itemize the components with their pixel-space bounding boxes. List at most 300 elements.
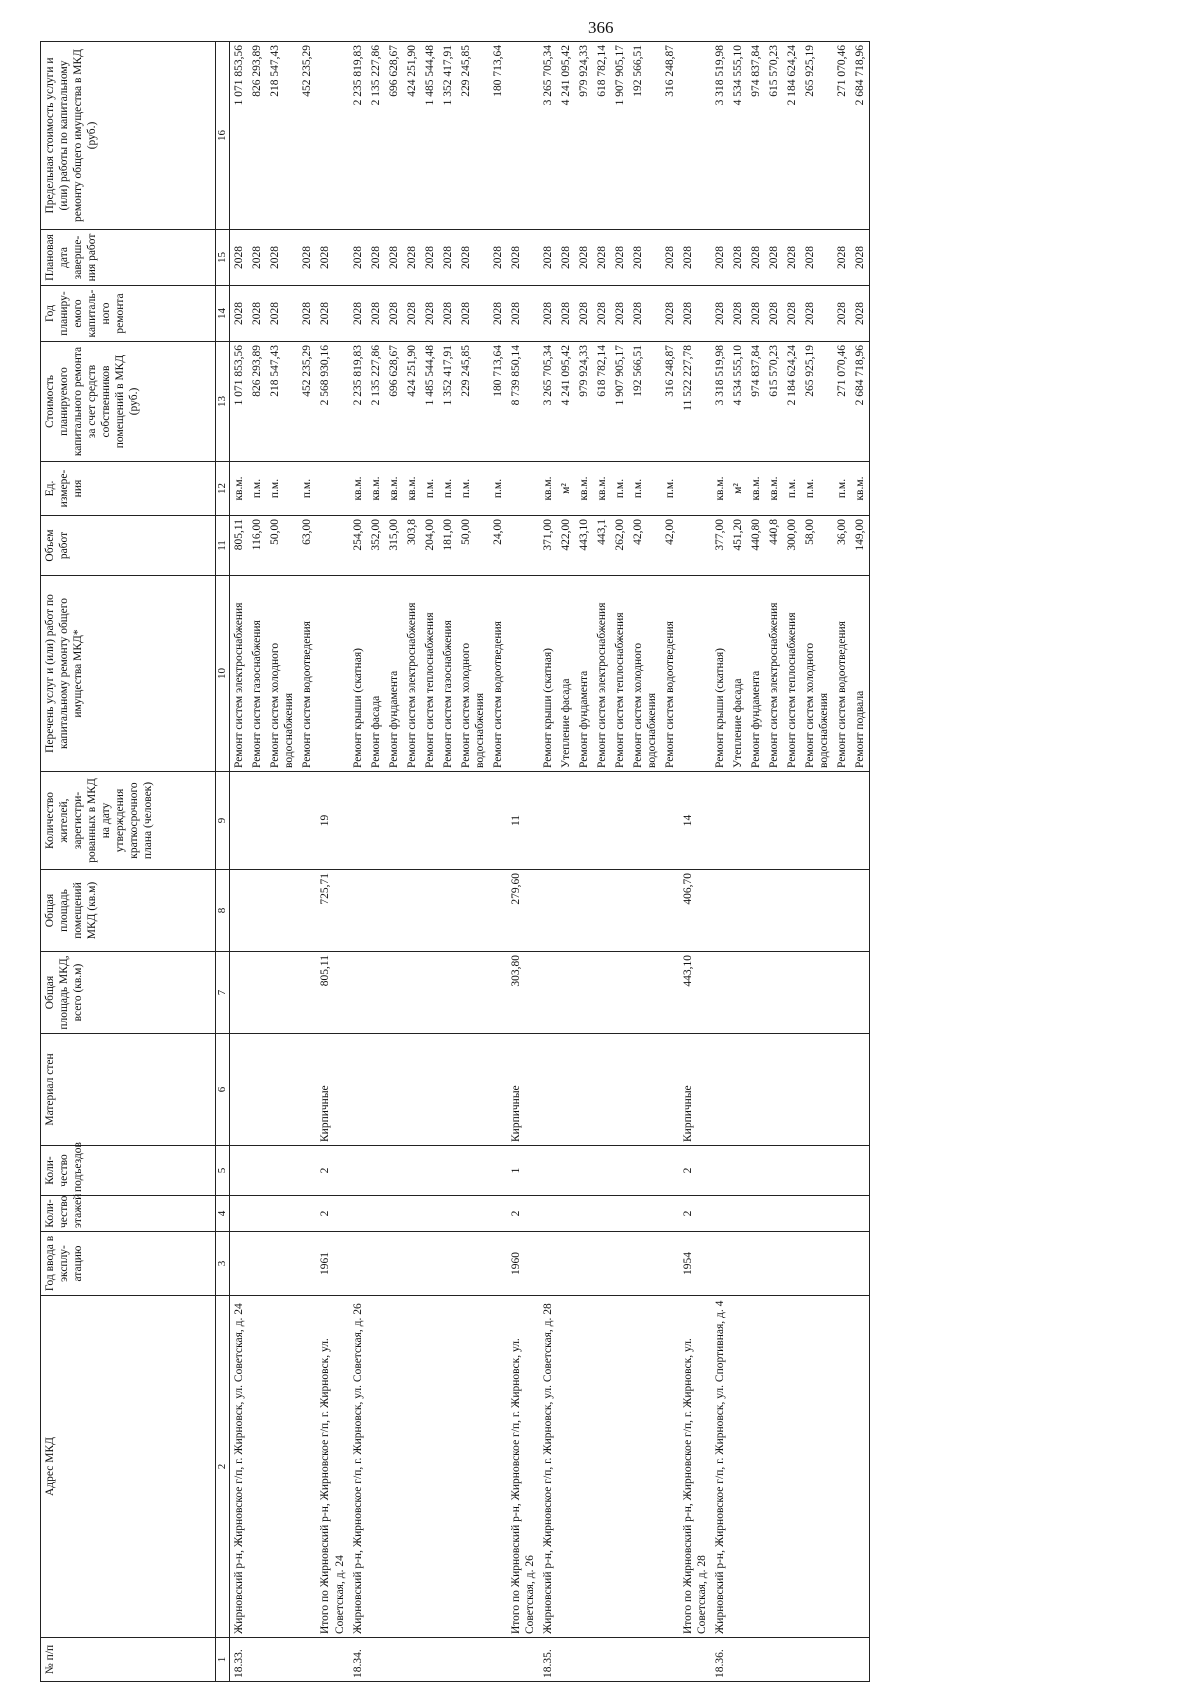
table-cell: 2028	[801, 230, 833, 286]
table-cell: 424 251,90	[403, 342, 421, 462]
table-cell	[629, 1034, 661, 1146]
table-cell: 271 070,46	[833, 42, 851, 230]
table-cell	[349, 1146, 367, 1196]
table-cell: Ремонт фундамента	[747, 576, 765, 772]
table-cell: Итого по Жирновский р-н, Жирновское г/п, г. Жирновск, ул. Советская, д. 24	[316, 1296, 348, 1638]
column-header: Ед. измере-ния	[41, 462, 216, 516]
table-cell	[421, 1146, 439, 1196]
table-cell	[507, 516, 539, 576]
table-cell: 2028	[403, 230, 421, 286]
table-cell	[783, 870, 801, 952]
table-cell	[851, 772, 870, 870]
table-cell	[833, 1232, 851, 1296]
table-cell: 19	[316, 772, 348, 870]
table-cell: Ремонт крыши (скатная)	[349, 576, 367, 772]
table-cell	[747, 1638, 765, 1682]
table-cell: Ремонт систем газоснабжения	[439, 576, 457, 772]
table-row	[575, 42, 593, 1682]
table-cell: Ремонт систем холодного водоснабжения	[801, 576, 833, 772]
table-cell	[298, 1196, 316, 1232]
table-cell	[851, 1638, 870, 1682]
table-cell	[489, 772, 507, 870]
table-cell: 3 265 705,34	[539, 42, 557, 230]
table-cell	[489, 1146, 507, 1196]
table-cell: 2028	[367, 230, 385, 286]
table-cell	[711, 772, 729, 870]
table-row	[557, 42, 575, 1682]
table-cell: м²	[557, 462, 575, 516]
table-cell: 192 566,51	[629, 42, 661, 230]
table-cell	[611, 952, 629, 1034]
table-cell	[266, 1146, 298, 1196]
table-cell	[457, 1638, 489, 1682]
table-cell	[729, 1296, 747, 1638]
table-cell: Ремонт крыши (скатная)	[539, 576, 557, 772]
table-cell	[439, 870, 457, 952]
table-cell: 265 925,19	[801, 342, 833, 462]
table-cell: Ремонт систем электроснабжения	[765, 576, 783, 772]
table-cell	[661, 1638, 679, 1682]
table-cell: 2028	[439, 286, 457, 342]
rotated-document	[40, 42, 1180, 1682]
table-cell: 4 241 095,42	[557, 42, 575, 230]
table-cell	[248, 1146, 266, 1196]
table-cell	[367, 1296, 385, 1638]
table-cell	[367, 870, 385, 952]
table-row	[765, 42, 783, 1682]
table-cell	[230, 1196, 249, 1232]
table-row	[489, 42, 507, 1682]
table-cell	[557, 1296, 575, 1638]
table-cell: 2028	[248, 286, 266, 342]
table-cell	[833, 1638, 851, 1682]
table-cell	[611, 1196, 629, 1232]
table-cell: 303,80	[507, 952, 539, 1034]
table-cell: 218 547,43	[266, 42, 298, 230]
table-cell	[629, 1638, 661, 1682]
table-cell	[833, 870, 851, 952]
table-row	[611, 42, 629, 1682]
table-cell: Ремонт фасада	[367, 576, 385, 772]
table-cell: Ремонт систем теплоснабжения	[783, 576, 801, 772]
table-cell: 2028	[298, 230, 316, 286]
table-cell	[557, 1196, 575, 1232]
table-cell: 2028	[507, 230, 539, 286]
table-cell	[489, 870, 507, 952]
table-cell: п.м.	[439, 462, 457, 516]
table-cell	[403, 952, 421, 1034]
table-cell: Ремонт систем водоотведения	[298, 576, 316, 772]
table-cell	[507, 462, 539, 516]
table-cell: 443,10	[679, 952, 711, 1034]
table-cell	[611, 870, 629, 952]
column-number: 9	[216, 772, 230, 870]
table-cell	[801, 772, 833, 870]
table-cell: Ремонт фундамента	[575, 576, 593, 772]
table-cell: 2028	[833, 286, 851, 342]
table-cell	[575, 1196, 593, 1232]
table-cell	[367, 1034, 385, 1146]
table-cell: 2 684 718,96	[851, 342, 870, 462]
table-cell	[593, 1034, 611, 1146]
table-cell: 2028	[661, 230, 679, 286]
table-cell: 18.34.	[349, 1638, 367, 1682]
table-cell: Ремонт систем холодного водоснабжения	[629, 576, 661, 772]
table-cell: Жирновский р-н, Жирновское г/п, г. Жирновск, ул. Советская, д. 26	[349, 1296, 367, 1638]
table-cell	[661, 772, 679, 870]
table-cell	[298, 772, 316, 870]
table-cell	[230, 772, 249, 870]
table-cell: 452 235,29	[298, 42, 316, 230]
table-row	[457, 42, 489, 1682]
table-cell: 979 924,33	[575, 42, 593, 230]
table-cell	[457, 1196, 489, 1232]
table-cell: 4 534 555,10	[729, 42, 747, 230]
table-cell	[729, 772, 747, 870]
table-cell	[575, 1232, 593, 1296]
table-cell: 2028	[316, 230, 348, 286]
table-cell: 2	[316, 1146, 348, 1196]
table-cell: Ремонт систем электроснабжения	[403, 576, 421, 772]
table-row	[711, 42, 729, 1682]
table-row	[747, 42, 765, 1682]
table-cell	[367, 1146, 385, 1196]
table-cell	[851, 870, 870, 952]
table-cell	[439, 952, 457, 1034]
table-cell	[593, 870, 611, 952]
table-row	[248, 42, 266, 1682]
table-cell	[765, 952, 783, 1034]
table-cell: Ремонт систем водоотведения	[661, 576, 679, 772]
table-cell	[266, 952, 298, 1034]
table-cell: 2028	[421, 286, 439, 342]
table-cell: 1954	[679, 1232, 711, 1296]
table-cell: 218 547,43	[266, 342, 298, 462]
table-cell	[385, 1196, 403, 1232]
table-cell	[248, 1296, 266, 1638]
table-cell	[266, 1232, 298, 1296]
table-cell	[661, 1196, 679, 1232]
table-cell	[629, 1296, 661, 1638]
table-cell: кв.м.	[765, 462, 783, 516]
table-cell	[711, 1232, 729, 1296]
table-cell: п.м.	[611, 462, 629, 516]
table-row	[783, 42, 801, 1682]
table-cell	[747, 1146, 765, 1196]
table-cell	[729, 1196, 747, 1232]
table-cell	[611, 1034, 629, 1146]
table-cell	[833, 1034, 851, 1146]
table-cell	[439, 1146, 457, 1196]
table-cell: 180 713,64	[489, 342, 507, 462]
table-cell	[421, 1034, 439, 1146]
table-cell	[266, 772, 298, 870]
table-cell: 2028	[611, 230, 629, 286]
table-cell: 58,00	[801, 516, 833, 576]
table-cell	[439, 1196, 457, 1232]
table-cell	[298, 952, 316, 1034]
column-number: 6	[216, 1034, 230, 1146]
table-cell	[403, 1232, 421, 1296]
table-cell: 116,00	[248, 516, 266, 576]
table-cell	[367, 1232, 385, 1296]
table-cell	[575, 952, 593, 1034]
table-cell: п.м.	[248, 462, 266, 516]
table-cell	[489, 1034, 507, 1146]
table-cell: 424 251,90	[403, 42, 421, 230]
table-row	[593, 42, 611, 1682]
table-cell: 18.35.	[539, 1638, 557, 1682]
table-cell	[661, 1146, 679, 1196]
table-cell	[421, 870, 439, 952]
table-cell: 2028	[539, 230, 557, 286]
table-cell	[266, 1196, 298, 1232]
table-cell	[298, 1034, 316, 1146]
table-cell: Ремонт систем теплоснабжения	[611, 576, 629, 772]
table-cell	[801, 1146, 833, 1196]
table-cell	[711, 1034, 729, 1146]
table-cell: 2028	[747, 286, 765, 342]
column-header: Материал стен	[41, 1034, 216, 1146]
table-cell	[801, 1638, 833, 1682]
table-cell: Ремонт крыши (скатная)	[711, 576, 729, 772]
table-cell	[833, 1296, 851, 1638]
table-cell: 2028	[439, 230, 457, 286]
table-cell	[661, 1232, 679, 1296]
table-cell: 2	[507, 1196, 539, 1232]
table-cell: Утепление фасада	[729, 576, 747, 772]
table-cell: 725,71	[316, 870, 348, 952]
table-cell	[298, 1296, 316, 1638]
column-header: Коли-чество подъездов	[41, 1146, 216, 1196]
table-cell: 2028	[575, 286, 593, 342]
table-cell: 2028	[801, 286, 833, 342]
table-cell: 271 070,46	[833, 342, 851, 462]
table-cell	[765, 1638, 783, 1682]
table-cell	[783, 1638, 801, 1682]
table-cell	[557, 1034, 575, 1146]
total-row	[679, 42, 711, 1682]
table-cell	[489, 1296, 507, 1638]
table-cell: п.м.	[298, 462, 316, 516]
table-cell	[611, 772, 629, 870]
table-cell	[248, 1034, 266, 1146]
table-cell	[593, 1296, 611, 1638]
table-cell	[349, 1034, 367, 1146]
table-row	[661, 42, 679, 1682]
table-cell	[439, 772, 457, 870]
table-cell	[729, 952, 747, 1034]
table-cell: 2028	[629, 230, 661, 286]
table-cell	[629, 1196, 661, 1232]
table-cell: 2028	[851, 286, 870, 342]
table-cell	[403, 1296, 421, 1638]
table-cell	[248, 772, 266, 870]
table-cell	[611, 1232, 629, 1296]
table-cell	[679, 1638, 711, 1682]
table-cell	[489, 1232, 507, 1296]
table-body	[230, 42, 870, 1682]
table-cell: 180 713,64	[489, 42, 507, 230]
table-cell	[298, 1232, 316, 1296]
document-frame	[40, 42, 1180, 1682]
column-number: 14	[216, 286, 230, 342]
table-cell: 2028	[629, 286, 661, 342]
table-cell: 1 485 544,48	[421, 42, 439, 230]
table-cell: 265 925,19	[801, 42, 833, 230]
table-cell	[298, 1638, 316, 1682]
table-cell	[266, 1034, 298, 1146]
table-cell	[457, 952, 489, 1034]
table-cell: 2028	[747, 230, 765, 286]
table-cell: 229 245,85	[457, 342, 489, 462]
table-cell	[593, 1638, 611, 1682]
table-cell	[801, 1034, 833, 1146]
table-cell: Жирновский р-н, Жирновское г/п, г. Жирновск, ул. Советская, д. 24	[230, 1296, 249, 1638]
table-cell: кв.м.	[367, 462, 385, 516]
table-cell	[729, 1146, 747, 1196]
table-cell	[457, 870, 489, 952]
table-cell: п.м.	[833, 462, 851, 516]
table-cell	[593, 1196, 611, 1232]
table-row	[298, 42, 316, 1682]
table-cell: Итого по Жирновский р-н, Жирновское г/п, г. Жирновск, ул. Советская, д. 28	[679, 1296, 711, 1638]
table-cell	[539, 952, 557, 1034]
table-row	[801, 42, 833, 1682]
column-number: 8	[216, 870, 230, 952]
table-cell	[421, 1232, 439, 1296]
table-cell: 50,00	[457, 516, 489, 576]
table-cell	[316, 516, 348, 576]
table-cell	[457, 1034, 489, 1146]
table-cell: 2028	[557, 286, 575, 342]
table-cell	[611, 1146, 629, 1196]
table-cell	[765, 1034, 783, 1146]
column-header: Перечень услуг и (или) работ по капитальному ремонту общего имущества МКД*	[41, 576, 216, 772]
table-cell: 615 570,23	[765, 342, 783, 462]
table-cell: 254,00	[349, 516, 367, 576]
table-cell: 2	[679, 1146, 711, 1196]
table-cell: 2028	[557, 230, 575, 286]
table-cell	[747, 772, 765, 870]
table-cell: 1 907 905,17	[611, 342, 629, 462]
table-cell: 279,60	[507, 870, 539, 952]
table-cell: Ремонт систем водоотведения	[833, 576, 851, 772]
table-cell: 2028	[266, 230, 298, 286]
column-header: Общая площадь помещений МКД (кв.м)	[41, 870, 216, 952]
table-cell: м²	[729, 462, 747, 516]
table-cell	[765, 1196, 783, 1232]
column-header: Адрес МКД	[41, 1296, 216, 1638]
table-cell: 315,00	[385, 516, 403, 576]
table-cell	[385, 1034, 403, 1146]
table-cell: 443,10	[575, 516, 593, 576]
table-cell: 615 570,23	[765, 42, 783, 230]
table-cell: Ремонт систем теплоснабжения	[421, 576, 439, 772]
table-cell	[439, 1296, 457, 1638]
table-cell: 42,00	[629, 516, 661, 576]
table-cell	[457, 1296, 489, 1638]
table-cell: 2028	[385, 286, 403, 342]
table-cell: 440,80	[747, 516, 765, 576]
column-header: Стоимость планируемого капитального ремонта за счет средств собственников помещений в МКД (руб.)	[41, 342, 216, 462]
table-cell: 826 293,89	[248, 42, 266, 230]
table-cell: 2 135 227,86	[367, 42, 385, 230]
table-cell	[575, 1146, 593, 1196]
table-cell	[833, 952, 851, 1034]
table-cell: 2028	[783, 230, 801, 286]
table-cell: 406,70	[679, 870, 711, 952]
table-cell: Ремонт подвала	[851, 576, 870, 772]
table-cell	[851, 1146, 870, 1196]
table-cell: 452 235,29	[298, 342, 316, 462]
column-number: 4	[216, 1196, 230, 1232]
table-cell: 2028	[593, 230, 611, 286]
table-cell	[230, 870, 249, 952]
column-number: 11	[216, 516, 230, 576]
table-cell: 2	[316, 1196, 348, 1232]
table-cell	[801, 1232, 833, 1296]
table-cell: п.м.	[457, 462, 489, 516]
table-cell	[575, 1034, 593, 1146]
table-cell	[679, 516, 711, 576]
table-cell: 4 534 555,10	[729, 342, 747, 462]
table-cell	[507, 42, 539, 230]
table-cell	[679, 576, 711, 772]
column-number: 3	[216, 1232, 230, 1296]
table-cell: 2028	[729, 286, 747, 342]
table-cell: Кирпичные	[507, 1034, 539, 1146]
column-number: 1	[216, 1638, 230, 1682]
table-cell	[421, 952, 439, 1034]
table-cell	[316, 1638, 348, 1682]
table-cell: 1961	[316, 1232, 348, 1296]
table-cell: Ремонт систем электроснабжения	[593, 576, 611, 772]
table-cell: 377,00	[711, 516, 729, 576]
table-cell	[679, 42, 711, 230]
table-cell: 2 235 819,83	[349, 42, 367, 230]
table-cell: Ремонт систем холодного водоснабжения	[457, 576, 489, 772]
table-cell: 1 071 853,56	[230, 42, 249, 230]
table-cell	[801, 1196, 833, 1232]
table-cell: 2 184 624,24	[783, 342, 801, 462]
table-cell	[457, 1232, 489, 1296]
table-cell	[851, 1232, 870, 1296]
table-cell	[266, 1296, 298, 1638]
table-cell: 2028	[679, 286, 711, 342]
table-cell	[747, 952, 765, 1034]
table-cell	[679, 462, 711, 516]
table-cell: кв.м.	[403, 462, 421, 516]
table-cell	[403, 772, 421, 870]
table-cell	[489, 952, 507, 1034]
table-cell: 204,00	[421, 516, 439, 576]
table-cell	[747, 1232, 765, 1296]
table-row	[266, 42, 298, 1682]
table-cell: 3 265 705,34	[539, 342, 557, 462]
table-cell: 2028	[385, 230, 403, 286]
table-cell: 2028	[539, 286, 557, 342]
table-cell: 2 684 718,96	[851, 42, 870, 230]
table-cell: 192 566,51	[629, 342, 661, 462]
column-header: Предельная стоимость услуги и (или) работы по капитальному ремонту общего имущества в МКД (руб.)	[41, 42, 216, 230]
table-cell	[539, 1146, 557, 1196]
table-row	[385, 42, 403, 1682]
table-cell	[661, 952, 679, 1034]
table-cell: 50,00	[266, 516, 298, 576]
table-cell: 2028	[507, 286, 539, 342]
column-header: Объем работ	[41, 516, 216, 576]
